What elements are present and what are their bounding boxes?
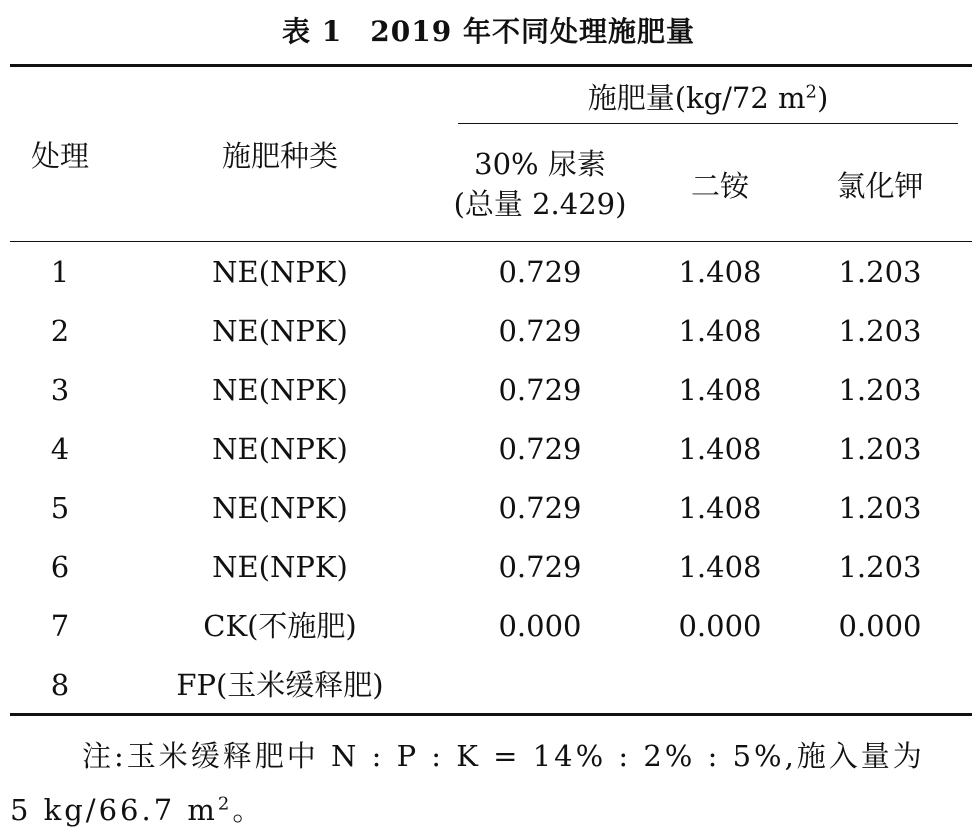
cell-fertilizer-type: FP(玉米缓释肥) bbox=[176, 668, 384, 702]
cell-kcl: 1.203 bbox=[838, 373, 922, 407]
cell-dap: 1.408 bbox=[678, 432, 762, 466]
cell-urea: 0.729 bbox=[498, 432, 582, 466]
cell-dap: 1.408 bbox=[678, 314, 762, 348]
table-title bbox=[0, 10, 977, 50]
cell-treatment: 2 bbox=[50, 314, 70, 348]
header-subrule bbox=[458, 123, 958, 124]
header-bottom-rule bbox=[10, 241, 972, 242]
cell-treatment: 7 bbox=[50, 609, 70, 643]
cell-urea: 0.729 bbox=[498, 373, 582, 407]
cell-fertilizer-type: NE(NPK) bbox=[212, 255, 348, 289]
note-line2-suffix: 。 bbox=[232, 793, 265, 827]
header-fertilizer-type: 施肥种类 bbox=[221, 139, 338, 173]
header-amount-suffix: ) bbox=[816, 81, 829, 115]
header-amount-prefix: 施肥量(kg/72 m bbox=[587, 81, 806, 115]
cell-urea: 0.729 bbox=[498, 491, 582, 525]
header-treatment: 处理 bbox=[30, 139, 89, 173]
note-line2 bbox=[10, 788, 264, 829]
header-amount-sup: 2 bbox=[805, 81, 817, 103]
cell-fertilizer-type: NE(NPK) bbox=[212, 373, 348, 407]
cell-kcl: 1.203 bbox=[838, 550, 922, 584]
header-fertilizer-amount bbox=[458, 80, 958, 116]
bottom-rule bbox=[10, 713, 972, 716]
cell-treatment: 4 bbox=[50, 432, 70, 466]
header-urea-line1: 30% 尿素 bbox=[474, 147, 606, 181]
cell-dap: 1.408 bbox=[678, 491, 762, 525]
note-line2-sup: 2 bbox=[217, 793, 233, 815]
cell-fertilizer-type: NE(NPK) bbox=[212, 491, 348, 525]
cell-kcl: 1.203 bbox=[838, 255, 922, 289]
cell-treatment: 3 bbox=[50, 373, 70, 407]
header-dap: 二铵 bbox=[690, 169, 749, 203]
header-urea-line2: (总量 2.429) bbox=[453, 187, 627, 221]
note-line2-prefix: 5 kg/66.7 m bbox=[10, 793, 218, 827]
top-rule bbox=[10, 64, 972, 67]
cell-fertilizer-type: NE(NPK) bbox=[212, 314, 348, 348]
cell-urea: 0.729 bbox=[498, 314, 582, 348]
cell-treatment: 8 bbox=[50, 668, 70, 702]
cell-dap: 1.408 bbox=[678, 255, 762, 289]
table-number: 表 1 bbox=[282, 15, 343, 48]
cell-urea: 0.000 bbox=[498, 609, 582, 643]
cell-fertilizer-type: NE(NPK) bbox=[212, 550, 348, 584]
header-kcl: 氯化钾 bbox=[836, 169, 924, 203]
cell-urea: 0.729 bbox=[498, 255, 582, 289]
note-line1: 注:玉米缓释肥中 N : P : K = 14% : 2% : 5%,施入量为 bbox=[82, 739, 925, 773]
cell-treatment: 1 bbox=[50, 255, 70, 289]
cell-kcl: 0.000 bbox=[838, 609, 922, 643]
cell-kcl: 1.203 bbox=[838, 491, 922, 525]
cell-fertilizer-type: NE(NPK) bbox=[212, 432, 348, 466]
cell-treatment: 5 bbox=[50, 491, 70, 525]
cell-fertilizer-type: CK(不施肥) bbox=[203, 609, 357, 643]
cell-kcl: 1.203 bbox=[838, 432, 922, 466]
cell-urea: 0.729 bbox=[498, 550, 582, 584]
cell-dap: 0.000 bbox=[678, 609, 762, 643]
cell-dap: 1.408 bbox=[678, 550, 762, 584]
table-title-text: 2019 年不同处理施肥量 bbox=[370, 15, 695, 48]
cell-kcl: 1.203 bbox=[838, 314, 922, 348]
cell-dap: 1.408 bbox=[678, 373, 762, 407]
cell-treatment: 6 bbox=[50, 550, 70, 584]
